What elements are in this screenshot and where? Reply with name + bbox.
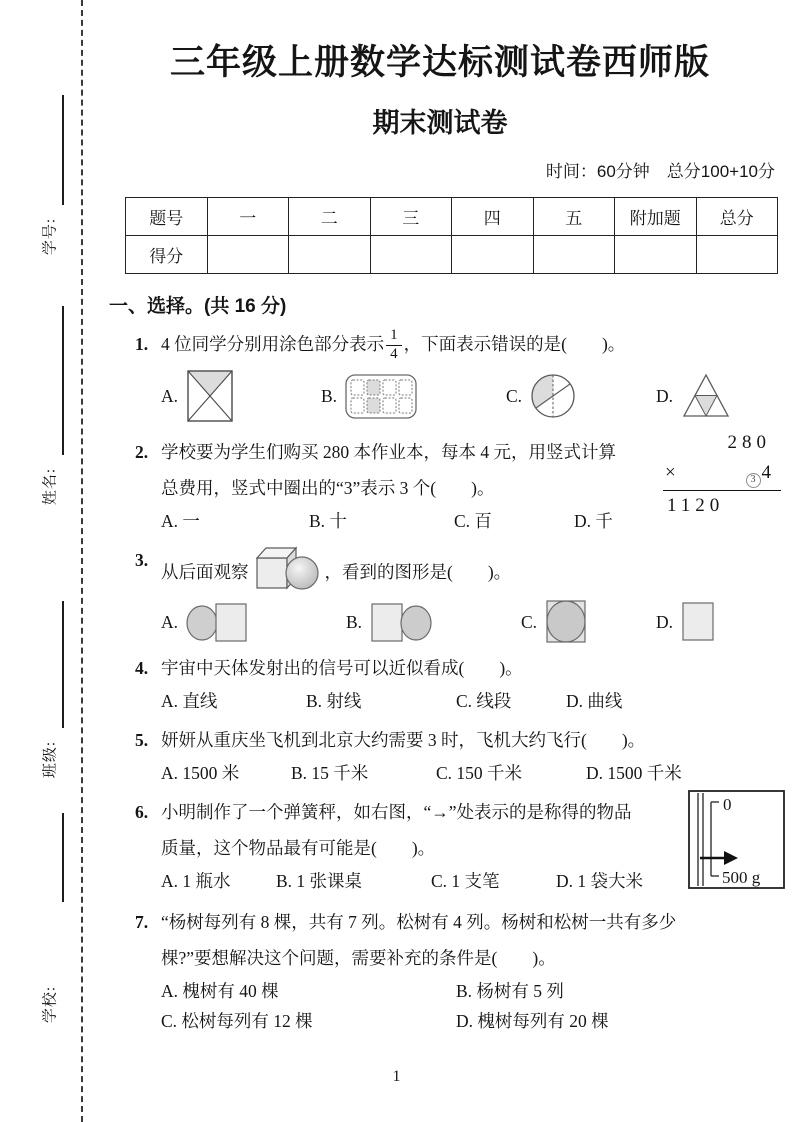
question-3-option-d: D. bbox=[656, 600, 718, 644]
question-3-text: 从后面观察 ，看到的图形是( )。 bbox=[161, 542, 781, 594]
question-3-option-a: A. bbox=[161, 599, 346, 645]
score-row-label: 得分 bbox=[126, 235, 208, 273]
score-table-header-row bbox=[126, 197, 778, 235]
question-3-number: 3. bbox=[135, 550, 149, 571]
question-1-option-a: A. bbox=[161, 368, 321, 424]
class-label: 班级: bbox=[42, 740, 59, 779]
question-5-option-a: A. 1500 米 bbox=[161, 763, 240, 784]
score-empty-cell bbox=[370, 235, 452, 273]
question-6-option-d: D. 1 袋大米 bbox=[556, 871, 644, 892]
question-5-option-d: D. 1500 千米 bbox=[586, 763, 682, 784]
question-3-option-b: B. bbox=[346, 599, 521, 645]
test-paper bbox=[99, 0, 781, 1036]
binding-dashed-line bbox=[81, 0, 83, 1122]
question-5-text: 妍妍从重庆坐飞机到北京大约需要 3 时，飞机大约飞行( )。 bbox=[161, 730, 646, 751]
question-2-number: 2. bbox=[135, 442, 149, 463]
section-1-heading: 一、选择。(共 16 分) bbox=[109, 295, 287, 317]
multiplier: 4 bbox=[761, 462, 771, 484]
school-blank-line bbox=[62, 813, 64, 902]
grid-eight-squares-two-shaded-icon bbox=[344, 371, 418, 421]
square-only-icon bbox=[680, 600, 718, 644]
question-7-text-line2: 棵?”要想解决这个问题，需要补充的条件是( )。 bbox=[161, 948, 556, 969]
question-1-option-d: D. bbox=[656, 371, 732, 421]
paper-subtitle: 期末测试卷 bbox=[372, 107, 508, 138]
question-1-text: 4 位同学分别用涂色部分表示 $\frac{1}{4}$ ，下面表示错误的是( )。 bbox=[161, 326, 626, 362]
question-4 bbox=[135, 650, 781, 716]
page-number: 1 bbox=[392, 1068, 401, 1085]
question-6-option-c: C. 1 支笔 bbox=[431, 871, 500, 892]
time-and-score-info: 时间：60分钟 总分100+10分 bbox=[545, 161, 775, 181]
score-header-cell: 一 bbox=[207, 197, 289, 235]
question-2-option-a: A. 一 bbox=[161, 511, 200, 532]
score-header-cell: 总分 bbox=[696, 197, 778, 235]
square-left-circle-right-icon bbox=[369, 599, 433, 645]
score-header-cell: 五 bbox=[533, 197, 615, 235]
question-2 bbox=[135, 434, 781, 536]
circle-left-square-right-icon bbox=[185, 599, 249, 645]
question-4-option-b: B. 射线 bbox=[306, 691, 362, 712]
score-header-cell: 二 bbox=[289, 197, 371, 235]
question-1 bbox=[135, 326, 781, 425]
question-6-option-b: B. 1 张课桌 bbox=[276, 871, 363, 892]
scale-bottom-label: 500 g bbox=[722, 868, 761, 888]
score-table bbox=[125, 197, 778, 274]
question-5 bbox=[135, 722, 781, 788]
circle-inside-square-icon bbox=[544, 598, 590, 646]
question-7-option-c: C. 松树每列有 12 棵 bbox=[161, 1011, 313, 1032]
question-7-option-b: B. 杨树有 5 列 bbox=[456, 981, 564, 1002]
question-2-option-c: C. 百 bbox=[454, 511, 492, 532]
question-4-options bbox=[161, 686, 781, 716]
name-label: 姓名: bbox=[42, 467, 59, 506]
question-3 bbox=[135, 542, 781, 646]
question-4-text: 宇宙中天体发射出的信号可以近似看成( )。 bbox=[161, 658, 523, 679]
question-7-number: 7. bbox=[135, 912, 149, 933]
question-6-option-a: A. 1 瓶水 bbox=[161, 871, 231, 892]
question-4-option-a: A. 直线 bbox=[161, 691, 218, 712]
question-6 bbox=[135, 794, 781, 896]
name-blank-line bbox=[62, 306, 64, 455]
question-7-options-row1 bbox=[161, 976, 781, 1006]
score-empty-cell bbox=[452, 235, 534, 273]
question-2-option-d: D. 千 bbox=[574, 511, 613, 532]
circle-sector-shaded-icon bbox=[529, 370, 579, 422]
triangle-center-shaded-icon bbox=[680, 371, 732, 421]
score-empty-cell bbox=[615, 235, 697, 273]
square-with-diagonals-top-shaded-icon bbox=[185, 368, 235, 424]
score-table-score-row bbox=[126, 235, 778, 273]
question-5-option-b: B. 15 千米 bbox=[291, 763, 369, 784]
multiplicand: 280 bbox=[727, 432, 771, 454]
question-7-option-d: D. 槐树每列有 20 棵 bbox=[456, 1011, 609, 1032]
question-1-option-b: B. bbox=[321, 371, 506, 421]
scale-top-label: 0 bbox=[723, 795, 732, 815]
question-6-text-line2: 质量，这个物品最有可能是( )。 bbox=[161, 838, 436, 859]
score-empty-cell bbox=[207, 235, 289, 273]
question-6-number: 6. bbox=[135, 802, 149, 823]
question-4-number: 4. bbox=[135, 658, 149, 679]
question-2-option-b: B. 十 bbox=[309, 511, 347, 532]
question-2-text-line2: 总费用，竖式中圈出的“3”表示 3 个( )。 bbox=[161, 478, 495, 499]
score-empty-cell bbox=[289, 235, 371, 273]
student-id-label: 学号: bbox=[42, 217, 59, 256]
question-2-text-line1: 学校要为学生们购买 280 本作业本，每本 4 元，用竖式计算 bbox=[161, 442, 616, 463]
question-1-number: 1. bbox=[135, 333, 149, 354]
product: 1120 bbox=[667, 495, 725, 517]
school-label: 学校: bbox=[42, 985, 59, 1024]
fraction-one-fourth: $\frac{1}{4}$ bbox=[386, 328, 402, 363]
question-7-option-a: A. 槐树有 40 棵 bbox=[161, 981, 279, 1002]
question-3-options bbox=[161, 598, 781, 646]
question-5-option-c: C. 150 千米 bbox=[436, 763, 523, 784]
score-header-cell: 附加题 bbox=[615, 197, 697, 235]
multiplier-group bbox=[746, 458, 772, 488]
multiplier-row bbox=[663, 458, 781, 491]
question-list bbox=[135, 326, 781, 1037]
score-empty-cell bbox=[696, 235, 778, 273]
score-header-cell: 三 bbox=[370, 197, 452, 235]
class-blank-line bbox=[62, 601, 64, 728]
student-id-blank-line bbox=[62, 95, 64, 205]
score-header-cell: 四 bbox=[452, 197, 534, 235]
question-4-option-d: D. 曲线 bbox=[566, 691, 623, 712]
score-empty-cell bbox=[533, 235, 615, 273]
question-5-options bbox=[161, 758, 781, 788]
question-3-option-c: C. bbox=[521, 598, 656, 646]
cube-and-sphere-icon bbox=[253, 542, 321, 594]
question-7 bbox=[135, 904, 781, 1036]
spring-scale-figure bbox=[688, 790, 785, 901]
question-1-option-c: C. bbox=[506, 370, 656, 422]
circled-carry-digit: 3 bbox=[746, 473, 761, 488]
question-6-text-line1: 小明制作了一个弹簧秤，如右图，“→”处表示的是称得的物品 bbox=[161, 802, 632, 823]
question-5-number: 5. bbox=[135, 730, 149, 751]
question-4-option-c: C. 线段 bbox=[456, 691, 512, 712]
question-1-options bbox=[161, 368, 781, 424]
paper-title: 三年级上册数学达标测试卷西师版 bbox=[169, 43, 710, 82]
multiply-sign: × bbox=[665, 462, 676, 484]
question-7-options-row2 bbox=[161, 1006, 781, 1036]
score-header-cell: 题号 bbox=[126, 197, 208, 235]
question-7-text-line1: “杨树每列有 8 棵，共有 7 列。松树有 4 列。杨树和松树一共有多少 bbox=[161, 912, 677, 933]
vertical-multiplication-figure bbox=[663, 428, 781, 521]
